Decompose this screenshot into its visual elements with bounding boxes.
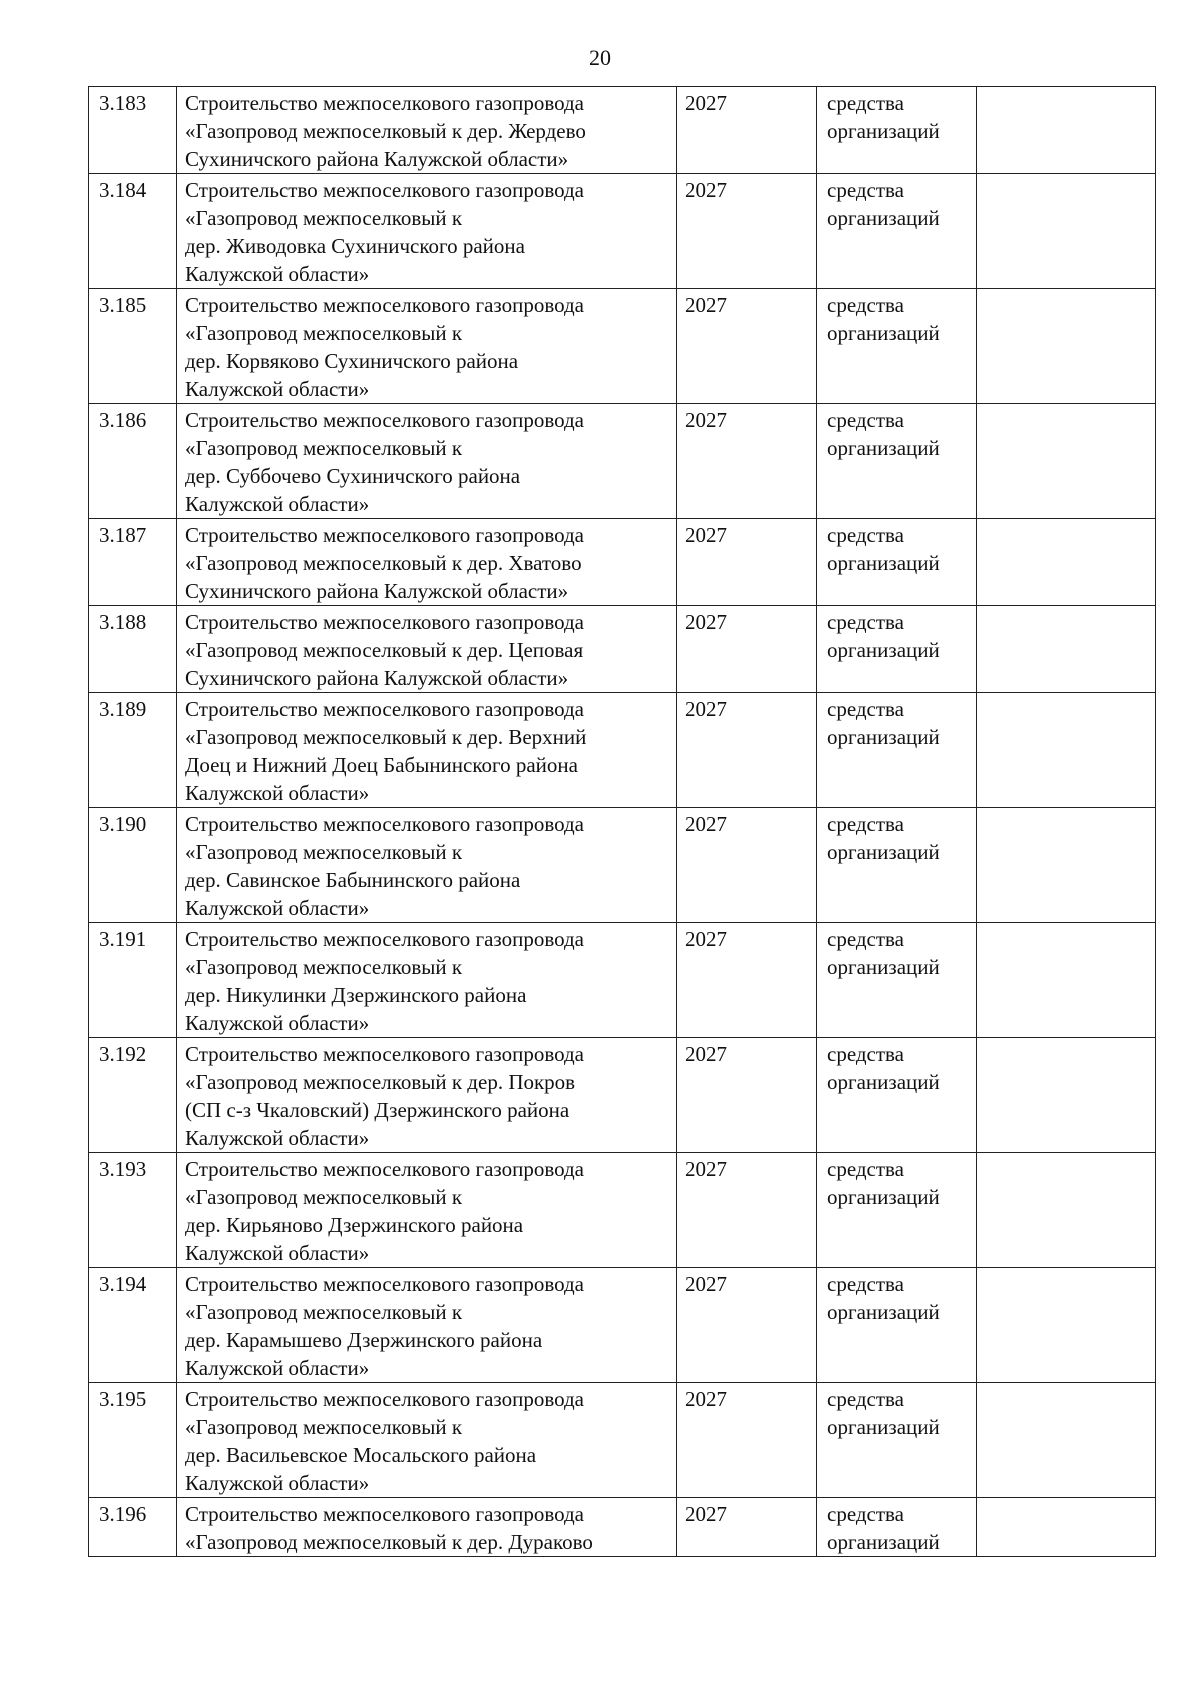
row-object-name: Строительство межпоселкового газопровода «Газопровод межпоселковый к дер. Цеповая Сухиничского района Калужской области»: [176, 606, 676, 692]
row-funding-source: средства организаций: [816, 606, 976, 692]
row-year: 2027: [676, 606, 816, 692]
table-row: [88, 1037, 1156, 1152]
row-object-name: Строительство межпоселкового газопровода «Газопровод межпоселковый к дер. Жердево Сухиничского района Калужской области»: [176, 87, 676, 173]
row-number: 3.190: [88, 808, 176, 922]
row-funding-source: средства организаций: [816, 174, 976, 288]
row-number: 3.192: [88, 1038, 176, 1152]
data-table: [88, 86, 1156, 1557]
row-year: 2027: [676, 174, 816, 288]
row-number: 3.186: [88, 404, 176, 518]
row-object-name: Строительство межпоселкового газопровода «Газопровод межпоселковый к дер. Васильевское Мосальского района Калужской области»: [176, 1383, 676, 1497]
row-object-name: Строительство межпоселкового газопровода «Газопровод межпоселковый к дер. Живодовка Сухиничского района Калужской области»: [176, 174, 676, 288]
row-empty-cell: [976, 1038, 1156, 1152]
table-row: [88, 1152, 1156, 1267]
row-year: 2027: [676, 1498, 816, 1556]
row-empty-cell: [976, 1383, 1156, 1497]
row-funding-source: средства организаций: [816, 404, 976, 518]
row-empty-cell: [976, 606, 1156, 692]
table-row: [88, 692, 1156, 807]
row-empty-cell: [976, 289, 1156, 403]
row-empty-cell: [976, 519, 1156, 605]
row-empty-cell: [976, 1498, 1156, 1556]
row-number: 3.185: [88, 289, 176, 403]
row-year: 2027: [676, 1268, 816, 1382]
row-number: 3.195: [88, 1383, 176, 1497]
row-object-name: Строительство межпоселкового газопровода «Газопровод межпоселковый к дер. Корвяково Сухиничского района Калужской области»: [176, 289, 676, 403]
table-row: [88, 1382, 1156, 1497]
row-year: 2027: [676, 1383, 816, 1497]
row-object-name: Строительство межпоселкового газопровода «Газопровод межпоселковый к дер. Кирьяново Дзержинского района Калужской области»: [176, 1153, 676, 1267]
row-object-name: Строительство межпоселкового газопровода «Газопровод межпоселковый к дер. Хватово Сухиничского района Калужской области»: [176, 519, 676, 605]
row-year: 2027: [676, 289, 816, 403]
row-year: 2027: [676, 519, 816, 605]
table-row: [88, 86, 1156, 173]
row-year: 2027: [676, 808, 816, 922]
row-number: 3.183: [88, 87, 176, 173]
row-empty-cell: [976, 1153, 1156, 1267]
row-empty-cell: [976, 87, 1156, 173]
row-empty-cell: [976, 404, 1156, 518]
page-number: 20: [589, 45, 611, 70]
row-year: 2027: [676, 87, 816, 173]
table-row: [88, 1267, 1156, 1382]
row-year: 2027: [676, 1038, 816, 1152]
row-object-name: Строительство межпоселкового газопровода «Газопровод межпоселковый к дер. Дураково: [176, 1498, 676, 1556]
row-number: 3.189: [88, 693, 176, 807]
row-object-name: Строительство межпоселкового газопровода «Газопровод межпоселковый к дер. Суббочево Сухиничского района Калужской области»: [176, 404, 676, 518]
table-row: [88, 807, 1156, 922]
row-funding-source: средства организаций: [816, 519, 976, 605]
row-object-name: Строительство межпоселкового газопровода «Газопровод межпоселковый к дер. Карамышево Дзержинского района Калужской области»: [176, 1268, 676, 1382]
table-row: [88, 922, 1156, 1037]
row-funding-source: средства организаций: [816, 923, 976, 1037]
row-year: 2027: [676, 1153, 816, 1267]
row-year: 2027: [676, 923, 816, 1037]
table-row: [88, 288, 1156, 403]
row-funding-source: средства организаций: [816, 289, 976, 403]
row-number: 3.187: [88, 519, 176, 605]
table-row: [88, 518, 1156, 605]
row-funding-source: средства организаций: [816, 693, 976, 807]
row-object-name: Строительство межпоселкового газопровода «Газопровод межпоселковый к дер. Верхний Доец и Нижний Доец Бабынинского района Калужской области»: [176, 693, 676, 807]
row-funding-source: средства организаций: [816, 1038, 976, 1152]
row-empty-cell: [976, 808, 1156, 922]
row-number: 3.191: [88, 923, 176, 1037]
row-funding-source: средства организаций: [816, 1153, 976, 1267]
row-funding-source: средства организаций: [816, 1498, 976, 1556]
row-funding-source: средства организаций: [816, 1383, 976, 1497]
row-funding-source: средства организаций: [816, 87, 976, 173]
row-number: 3.196: [88, 1498, 176, 1556]
row-empty-cell: [976, 1268, 1156, 1382]
row-funding-source: средства организаций: [816, 808, 976, 922]
row-year: 2027: [676, 404, 816, 518]
table-row: [88, 605, 1156, 692]
table-row: [88, 173, 1156, 288]
row-empty-cell: [976, 693, 1156, 807]
row-number: 3.193: [88, 1153, 176, 1267]
table-row: [88, 403, 1156, 518]
row-object-name: Строительство межпоселкового газопровода «Газопровод межпоселковый к дер. Никулинки Дзержинского района Калужской области»: [176, 923, 676, 1037]
row-object-name: Строительство межпоселкового газопровода «Газопровод межпоселковый к дер. Савинское Бабынинского района Калужской области»: [176, 808, 676, 922]
row-empty-cell: [976, 923, 1156, 1037]
row-number: 3.184: [88, 174, 176, 288]
row-number: 3.188: [88, 606, 176, 692]
row-year: 2027: [676, 693, 816, 807]
table-row: [88, 1497, 1156, 1557]
row-funding-source: средства организаций: [816, 1268, 976, 1382]
row-object-name: Строительство межпоселкового газопровода «Газопровод межпоселковый к дер. Покров (СП с-з Чкаловский) Дзержинского района Калужской области»: [176, 1038, 676, 1152]
row-empty-cell: [976, 174, 1156, 288]
row-number: 3.194: [88, 1268, 176, 1382]
